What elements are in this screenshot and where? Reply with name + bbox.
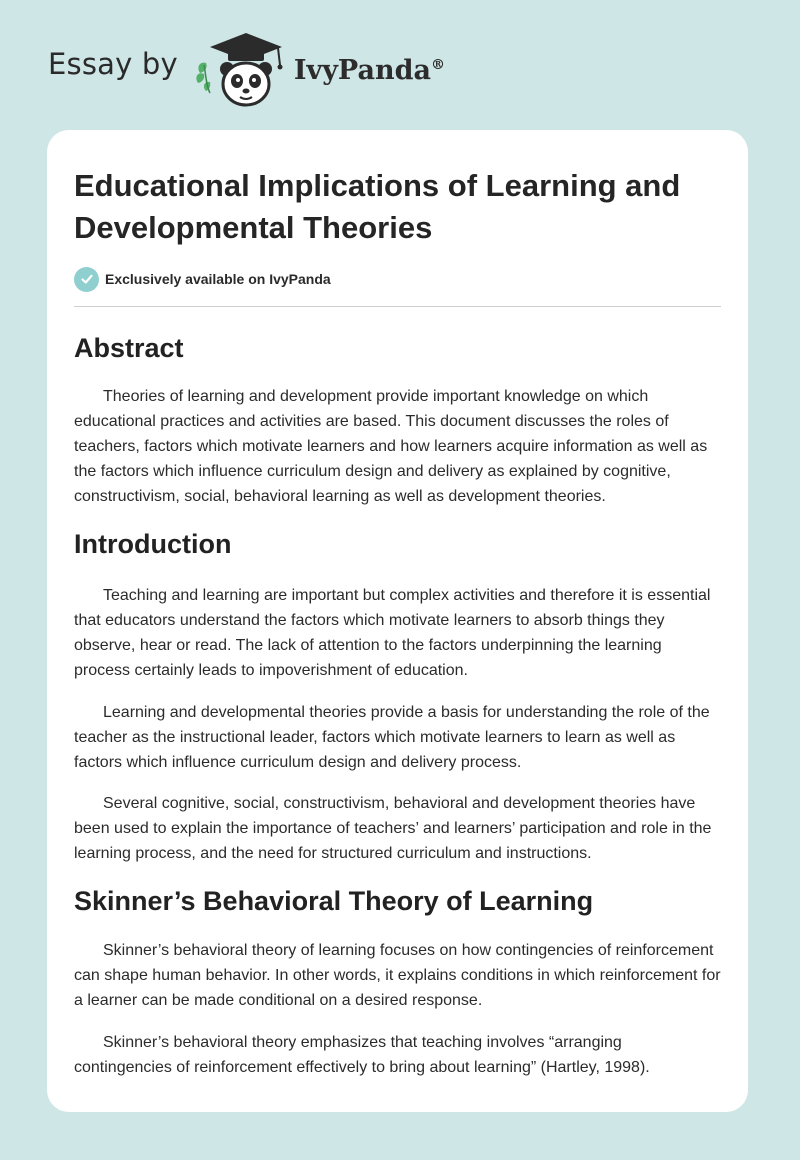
exclusive-badge-label: Exclusively available on IvyPanda [105, 271, 331, 287]
skinner-paragraph: Skinner’s behavioral theory emphasizes that teaching involves “arranging contingencies of reinforcement effectively to bring about learning” (Hartley, 1998). [74, 1034, 650, 1076]
skinner-paragraph: Skinner’s behavioral theory of learning focuses on how contingencies of reinforcement can shape human behavior. In other words, it explains conditions in which reinforcement for a learner can be made conditional on a desired response. [74, 942, 721, 1009]
essay-card [47, 130, 748, 1112]
site-header [48, 30, 445, 110]
section-heading-skinner: Skinner’s Behavioral Theory of Learning [74, 886, 594, 916]
registered-mark: ® [430, 56, 445, 73]
essay-by-label: Essay by [48, 47, 178, 81]
abstract-paragraph: Theories of learning and development provide important knowledge on which educational practices and activities are based. This document discusses the roles of teachers, factors which motivate learners and how learners acquire information as well as the factors which influence curriculum design and delivery as explained by cognitive, constructivism, social, behavioral learning as well as development theories. [74, 388, 708, 505]
brand-name[interactable]: IvyPanda® [293, 54, 445, 86]
introduction-paragraph: Several cognitive, social, constructivism, behavioral and development theories have been used to explain the importance of teachers’ and learners’ participation and role in the learning process, and the need for structured curriculum and instructions. [74, 795, 712, 862]
essay-title: Educational Implications of Learning and Developmental Theories [74, 168, 681, 245]
introduction-paragraph: Learning and developmental theories provide a basis for understanding the role of the teacher as the instructional leader, factors which motivate learners to learn as well as factors which influence curriculum design and delivery process. [74, 704, 710, 771]
section-heading-abstract: Abstract [74, 333, 184, 363]
ivy-leaf-icon [196, 63, 210, 93]
exclusive-badge [74, 266, 721, 292]
panda-graduation-cap-icon[interactable] [194, 31, 290, 109]
title-divider [74, 306, 721, 307]
section-heading-introduction: Introduction [74, 529, 232, 559]
introduction-paragraph: Teaching and learning are important but complex activities and therefore it is essential that educators understand the factors which motivate learners to absorb things they observe, hear or read. The lack of attention to the factors underpinning the learning process certainly leads to impoverishment of education. [74, 587, 711, 679]
check-circle-icon [74, 267, 99, 292]
